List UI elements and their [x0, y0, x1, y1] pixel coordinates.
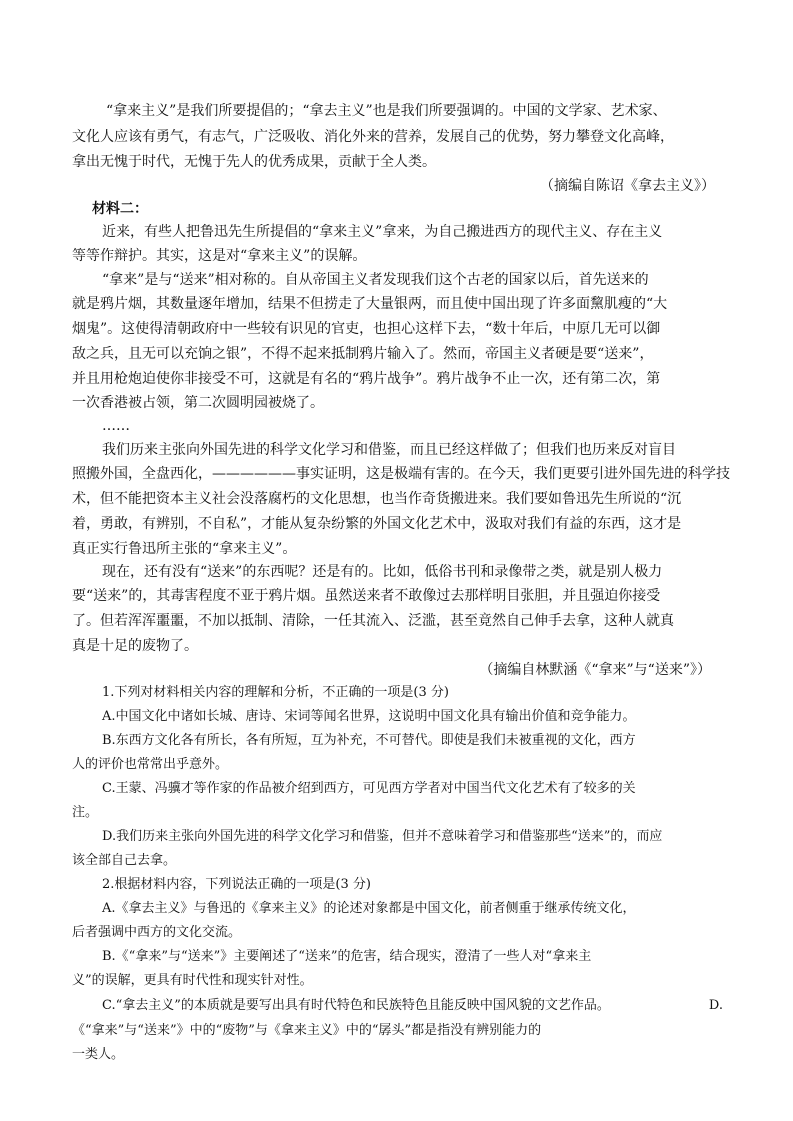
answer-option: B.东西方文化各有所长，各有所短，互为补充，不可替代。即使是我们未被重视的文化，西方 — [102, 733, 636, 748]
paragraph-line: 敌之兵，且无可以充饷之银”，不得不起来抵制鸦片输入了。然而，帝国主义者硬是要“送来”， — [72, 346, 654, 362]
paragraph-line: 文化人应该有勇气，有志气，广泛吸收、消化外来的营养，发展自己的优势，努力攀登文化高峰， — [72, 129, 674, 145]
paragraph-line: 了。但若浑浑噩噩，不加以抵制、清除，一任其流入、泛滥，甚至竟然自己伸手去拿，这种人就真 — [72, 613, 674, 629]
answer-option: D.我们历来主张向外国先进的科学文化学习和借鉴，但并不意味着学习和借鉴那些“送来”的，而应 — [102, 829, 663, 844]
paragraph-line: 烟鬼”。这使得清朝政府中一些较有识见的官吏，也担心这样下去，“数十年后，中原几无可以御 — [72, 321, 661, 337]
answer-option-continuation: 该全部自己去拿。 — [72, 853, 177, 868]
paragraph-line: 近来，有些人把鲁迅先生所提倡的“拿来主义”拿来，为自己搬进西方的现代主义、存在主义 — [102, 224, 663, 240]
source-citation: （摘编自林默涵《“拿来”与“送来”》） — [479, 662, 711, 678]
paragraph-line: 等等作辩护。其实，这是对“拿来主义”的误解。 — [72, 248, 367, 264]
answer-option: A.《拿去主义》与鲁迅的《拿来主义》的论述对象都是中国文化，前者侧重于继承传统文化， — [102, 901, 636, 916]
answer-option-continuation: 注。 — [72, 805, 99, 820]
section-heading: 材料二： — [92, 201, 148, 217]
paragraph-line: “拿来”是与“送来”相对称的。自从帝国主义者发现我们这个古老的国家以后，首先送来的 — [102, 272, 649, 288]
ellipsis: …… — [102, 418, 130, 434]
paragraph-line: 就是鸦片烟，其数量逐年增加，结果不但捞走了大量银两，而且使中国出现了许多面黧肌瘦的“大 — [72, 296, 668, 312]
answer-option: A.中国文化中诸如长城、唐诗、宋词等闻名世界，这说明中国文化具有输出价值和竞争能力。 — [102, 709, 636, 724]
paragraph-line: 照搬外国，全盘西化，——————事实证明，这是极端有害的。在今天，我们更要引进外国先进的科学技 — [72, 466, 730, 482]
paragraph-line: 拿出无愧于时代，无愧于先人的优秀成果，贡献于全人类。 — [72, 154, 436, 170]
answer-option-continuation: 人的评价也常常出乎意外。 — [72, 757, 229, 772]
answer-option-continuation: 义”的误解，更具有时代性和现实针对性。 — [72, 973, 313, 988]
answer-option: C.“拿去主义”的本质就是要写出具有时代特色和民族特色且能反映中国风貌的文艺作品。 — [102, 998, 610, 1013]
question-stem: 2.根据材料内容，下列说法正确的一项是(3 分) — [102, 877, 371, 892]
answer-option: B.《“拿来”与“送来”》主要阐述了“送来”的危害，结合现实，澄清了一些人对“拿来主 — [102, 949, 592, 964]
paragraph-line: “拿来主义”是我们所要提倡的；“拿去主义”也是我们所要强调的。中国的文学家、艺术家、 — [106, 103, 667, 119]
paragraph-line: 现在，还有没有“送来”的东西呢？还是有的。比如，低俗书刊和录像带之类，就是别人极力 — [102, 564, 663, 580]
question-stem: 1.下列对材料相关内容的理解和分析，不正确的一项是(3 分) — [102, 685, 449, 700]
answer-option: C.王蒙、冯骥才等作家的作品被介绍到西方，可见西方学者对中国当代文化艺术有了较多的关 — [102, 781, 636, 796]
paragraph-line: 着，勇敢，有辨别，不自私”，才能从复杂纷繁的外国文化艺术中，汲取对我们有益的东西，这才是 — [72, 516, 682, 532]
paragraph-line: 并且用枪炮迫使你非接受不可，这就是有名的“鸦片战争”。鸦片战争不止一次，还有第二次，第 — [72, 371, 661, 387]
source-citation: （摘编自陈诏《拿去主义》） — [540, 178, 715, 194]
paragraph-line: 我们历来主张向外国先进的科学文化学习和借鉴，而且已经这样做了；但我们也历来反对盲目 — [102, 442, 676, 458]
paragraph-line: 一次香港被占领，第二次圆明园被烧了。 — [72, 395, 324, 411]
answer-option-continuation: 一类人。 — [72, 1047, 125, 1062]
answer-option-continuation: 后者强调中西方的文化交流。 — [72, 925, 242, 940]
paragraph-line: 要“送来”的，其毒害程度不亚于鸦片烟。虽然送来者不敢像过去那样明目张胆，并且强迫你接受 — [72, 588, 661, 604]
answer-option-label: D. — [708, 998, 723, 1013]
paragraph-line: 真是十足的废物了。 — [72, 638, 198, 654]
paragraph-line: 真正实行鲁迅所主张的“拿来主义”。 — [72, 541, 297, 557]
paragraph-line: 术，但不能把资本主义社会没落腐朽的文化思想，也当作奇货搬进来。我们要如鲁迅先生所说的“沉 — [72, 491, 682, 507]
answer-option: 《“拿来”与“送来”》中的“废物”与《拿来主义》中的“孱头”都是指没有辨别能力的 — [72, 1023, 542, 1038]
